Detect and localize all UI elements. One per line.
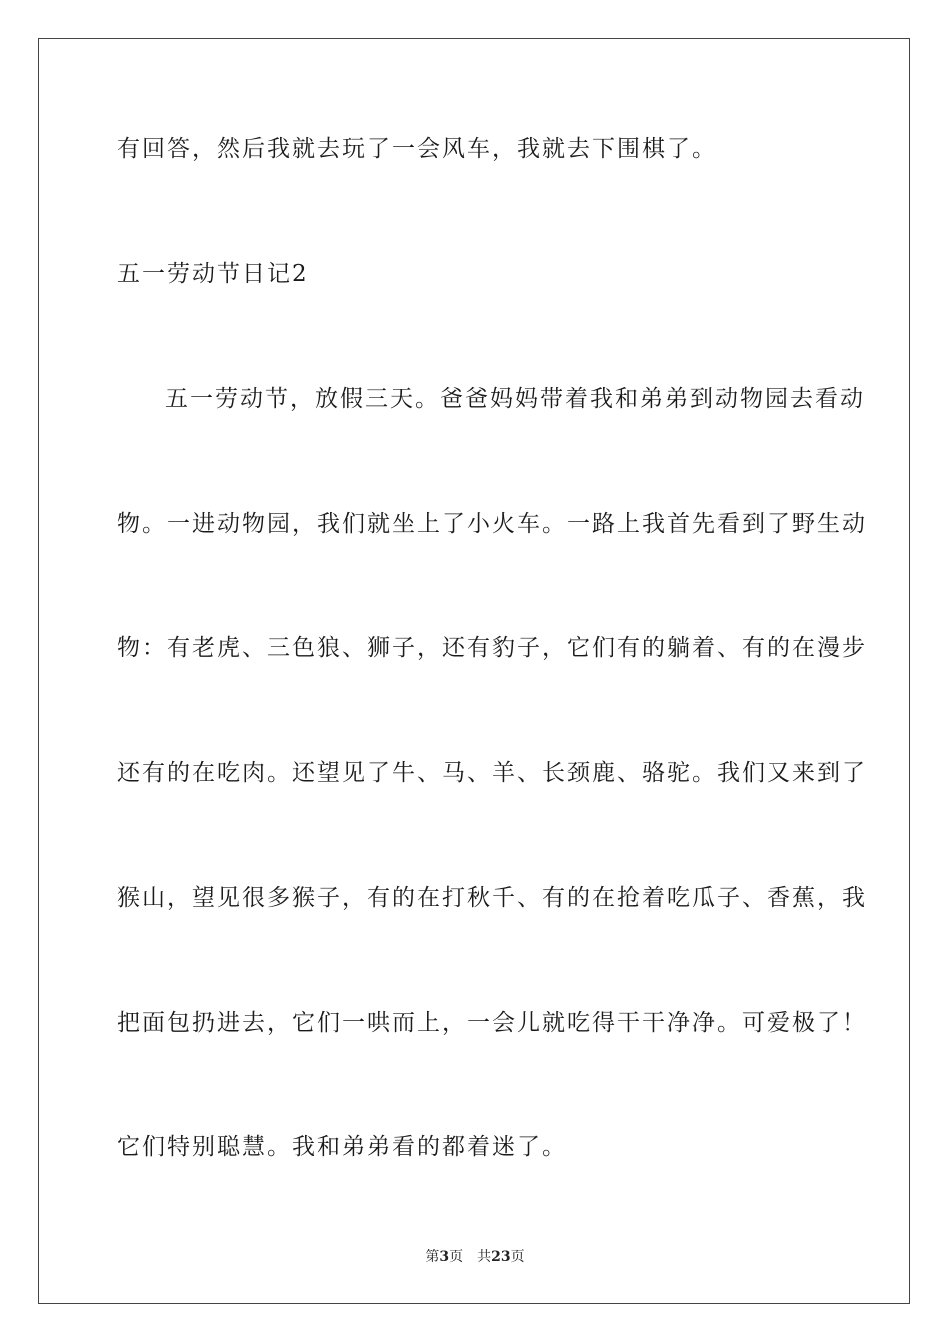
text-line: 物：有老虎、三色狼、狮子，还有豹子，它们有的躺着、有的在漫步 bbox=[117, 635, 867, 661]
text-line: 把面包扔进去，它们一哄而上，一会儿就吃得干干净净。可爱极了！ bbox=[117, 1010, 867, 1036]
total-pages: 23 bbox=[491, 1249, 511, 1265]
text-line: 五一劳动节，放假三天。爸爸妈妈带着我和弟弟到动物园去看动 bbox=[165, 386, 865, 412]
page-suffix: 页 bbox=[449, 1249, 464, 1265]
page-footer bbox=[0, 1246, 950, 1266]
page-border bbox=[38, 38, 910, 1304]
text-line: 猴山，望见很多猴子，有的在打秋千、有的在抢着吃瓜子、香蕉，我 bbox=[117, 885, 867, 911]
text-line: 物。一进动物园，我们就坐上了小火车。一路上我首先看到了野生动 bbox=[117, 511, 867, 537]
text-line: 有回答，然后我就去玩了一会风车，我就去下围棋了。 bbox=[117, 136, 717, 162]
text-line: 它们特别聪慧。我和弟弟看的都着迷了。 bbox=[117, 1134, 567, 1160]
page-number: 3 bbox=[439, 1249, 450, 1265]
total-prefix: 共 bbox=[477, 1249, 492, 1265]
text-line: 还有的在吃肉。还望见了牛、马、羊、长颈鹿、骆驼。我们又来到了 bbox=[117, 760, 867, 786]
page-prefix: 第 bbox=[425, 1249, 440, 1265]
section-heading: 五一劳动节日记2 bbox=[117, 261, 309, 287]
total-suffix: 页 bbox=[510, 1249, 525, 1265]
